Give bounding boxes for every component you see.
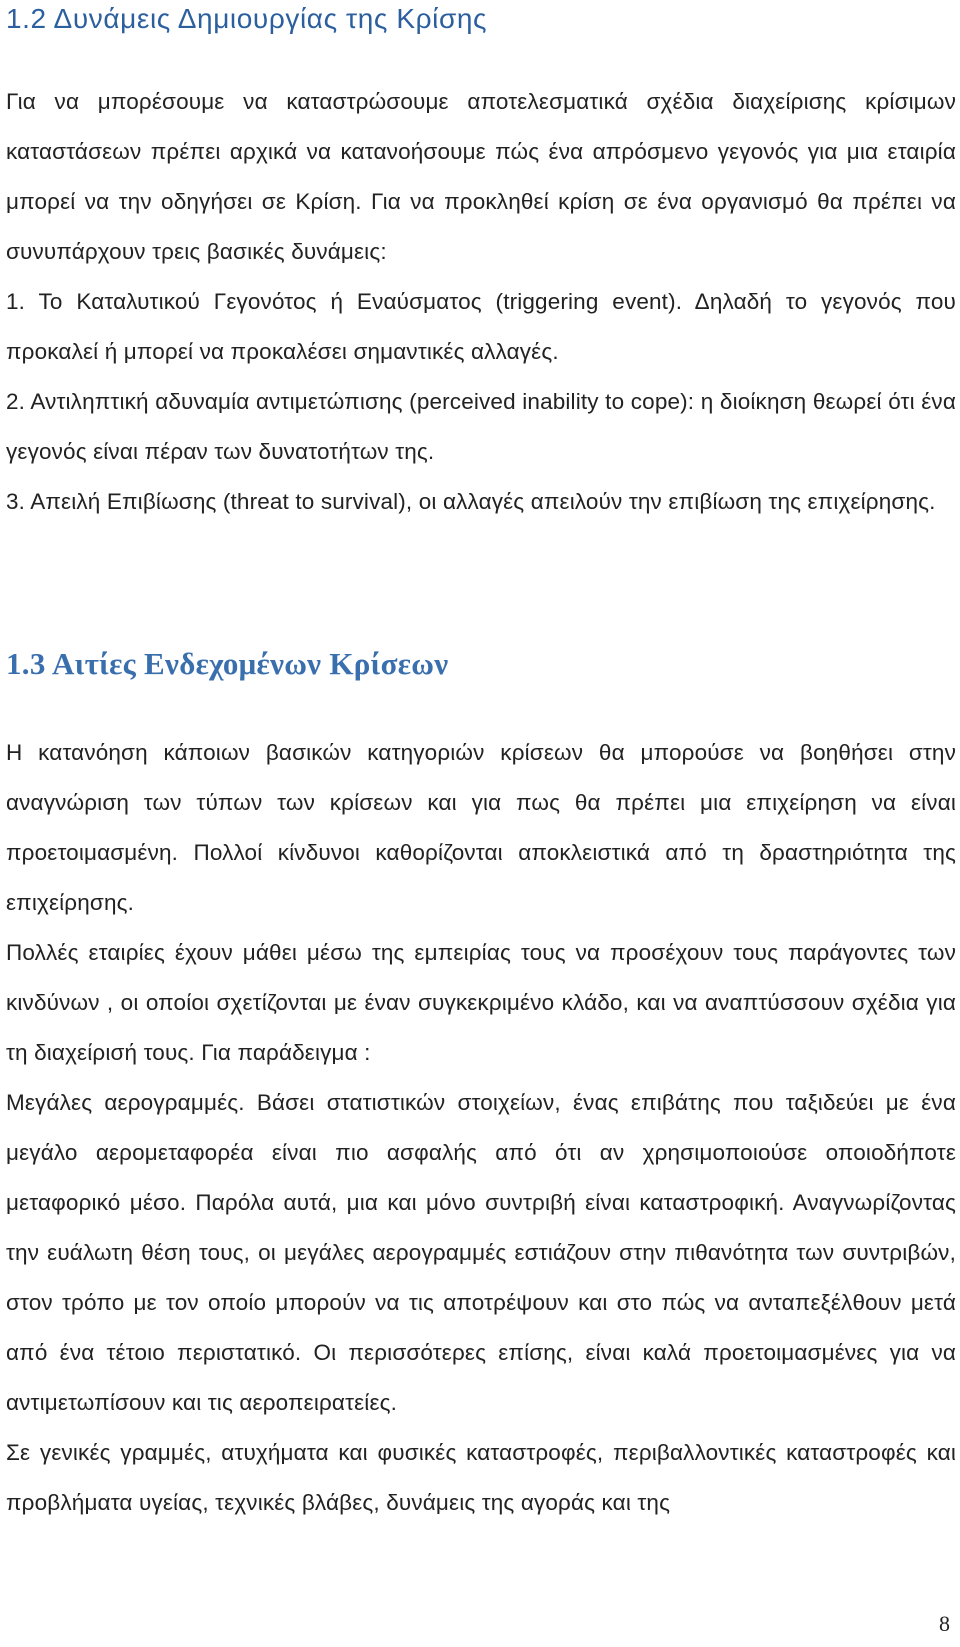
paragraph-crisis-categories: Η κατανόηση κάποιων βασικών κατηγοριών κρίσεων θα μπορούσε να βοηθήσει στην αναγνώριση των τύπων των κρίσεων και για πως θα πρέπει μια επιχείρηση να είναι προετοιμασμένη. Πολλοί κίνδυνοι καθορίζονται αποκλειστικά από τη δραστηριότητα της επιχείρησης. [6,740,956,915]
page-number: 8 [939,1611,950,1636]
section-heading-1-2: 1.2 Δυνάμεις Δημιουργίας της Κρίσης [6,3,488,34]
section-body-1-3 [6,728,956,1528]
document-page [6,0,956,1647]
section-body-1-2 [6,77,956,527]
section-heading-1-3: 1.3 Αιτίες Ενδεχομένων Κρίσεων [6,646,449,681]
paragraph-intro: Για να μπορέσουμε να καταστρώσουμε αποτελεσματικά σχέδια διαχείρισης κρίσιμων καταστάσεων πρέπει αρχικά να κατανοήσουμε πώς ένα απρόσμενο γεγονός για μια εταιρία μπορεί να την οδηγήσει σε Κρίση. Για να προκληθεί κρίση σε ένα οργανισμό θα πρέπει να συνυπάρχουν τρεις βασικές δυνάμεις: [6,89,956,264]
paragraph-general-causes: Σε γενικές γραμμές, ατυχήματα και φυσικές καταστροφές, περιβαλλοντικές καταστροφές και προβλήματα υγείας, τεχνικές βλάβες, δυνάμεις της αγοράς και της [6,1440,956,1515]
paragraph-companies-experience: Πολλές εταιρίες έχουν μάθει μέσω της εμπειρίας τους να προσέχουν τους παράγοντες των κινδύνων , οι οποίοι σχετίζονται με έναν συγκεκριμένο κλάδο, και να αναπτύσσουν σχέδια για τη διαχείρισή τους. Για παράδειγμα : [6,940,956,1065]
list-item-perceived-inability: 2. Αντιληπτική αδυναμία αντιμετώπισης (perceived inability to cope): η διοίκηση θεωρεί ότι ένα γεγονός είναι πέραν των δυνατοτήτων της. [6,389,956,464]
list-item-triggering-event: 1. Το Καταλυτικού Γεγονότος ή Εναύσματος (triggering event). Δηλαδή το γεγονός που προκαλεί ή μπορεί να προκαλέσει σημαντικές αλλαγές. [6,289,956,364]
list-item-threat-to-survival: 3. Απειλή Επιβίωσης (threat to survival), οι αλλαγές απειλούν την επιβίωση της επιχείρησης. [6,489,936,514]
paragraph-airlines-example: Μεγάλες αερογραμμές. Βάσει στατιστικών στοιχείων, ένας επιβάτης που ταξιδεύει με ένα μεγάλο αερομεταφορέα είναι πιο ασφαλής από ότι αν χρησιμοποιούσε οποιοδήποτε μεταφορικό μέσο. Παρόλα αυτά, μια και μόνο συντριβή είναι καταστροφική. Αναγνωρίζοντας την ευάλωτη θέση τους, οι μεγάλες αερογραμμές εστιάζουν στην πιθανότητα των συντριβών, στον τρόπο με τον οποίο μπορούν να τις αποτρέψουν και στο πώς να ανταπεξέλθουν μετά από ένα τέτοιο περιστατικό. Οι περισσότερες επίσης, είναι καλά προετοιμασμένες για να αντιμετωπίσουν και τις αεροπειρατείες. [6,1090,956,1415]
